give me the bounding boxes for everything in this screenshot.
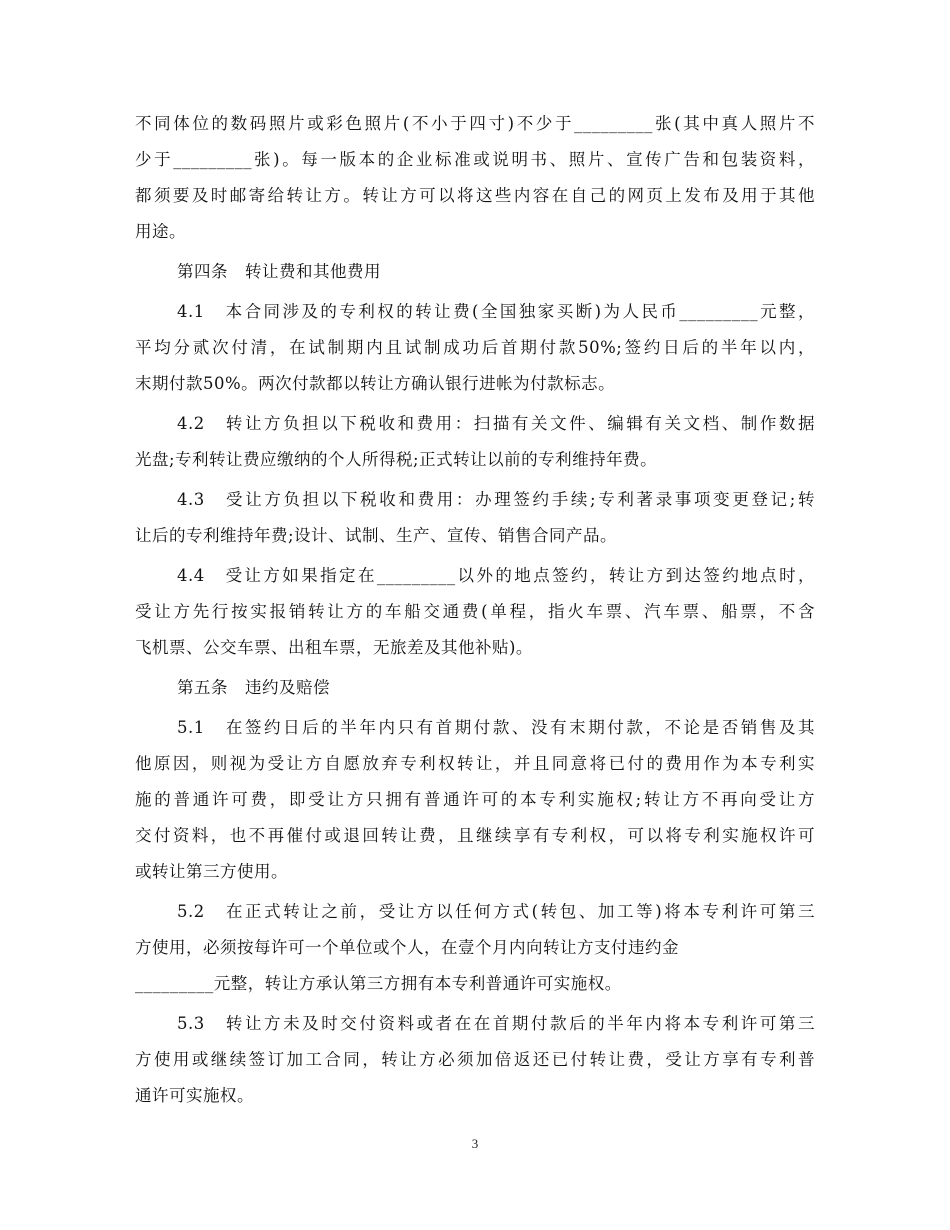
section-heading-article-5: 第五条 违约及赔偿: [177, 678, 330, 697]
clause-4-1: 4.1 本合同涉及的专利权的转让费(全国独家买断)为人民币_________元整，: [177, 302, 815, 321]
paragraph-line: 方使用，必须按每许可一个单位或个人，在壹个月内向转让方支付违约金: [135, 938, 679, 957]
clause-5-2: 5.2 在正式转让之前，受让方以任何方式(转包、加工等)将本专利许可第三: [177, 902, 815, 921]
paragraph-line: 受让方先行按实报销转让方的车船交通费(单程，指火车票、汽车票、船票，不含: [135, 602, 815, 621]
paragraph-line: _________元整，转让方承认第三方拥有本专利普通许可实施权。: [135, 974, 622, 993]
paragraph-line: 方使用或继续签订加工合同，转让方必须加倍返还已付转让费，受让方享有专利普: [135, 1050, 815, 1069]
paragraph-line: 用途。: [135, 222, 186, 241]
paragraph-line: 通许可实施权。: [135, 1086, 254, 1105]
paragraph-line: 他原因，则视为受让方自愿放弃专利权转让，并且同意将已付的费用作为本专利实: [135, 754, 815, 773]
page-number: 3: [471, 1136, 479, 1151]
clause-4-3: 4.3 受让方负担以下税收和费用：办理签约手续;专利著录事项变更登记;转: [177, 490, 815, 509]
paragraph-line: 施的普通许可费，即受让方只拥有普通许可的本专利实施权;转让方不再向受让方: [135, 790, 815, 809]
paragraph-line: 光盘;专利转让费应缴纳的个人所得税;正式转让以前的专利维持年费。: [135, 450, 658, 469]
paragraph-line: 不同体位的数码照片或彩色照片(不小于四寸)不少于_________张(其中真人照片不: [135, 114, 815, 133]
clause-4-4: 4.4 受让方如果指定在_________以外的地点签约，转让方到达签约地点时，: [177, 566, 815, 585]
paragraph-line: 飞机票、公交车票、出租车票，无旅差及其他补贴)。: [135, 638, 533, 657]
paragraph-line: 少于_________张)。每一版本的企业标准或说明书、照片、宣传广告和包装资料，: [135, 150, 815, 169]
paragraph-line: 都须要及时邮寄给转让方。转让方可以将这些内容在自己的网页上发布及用于其他: [135, 186, 815, 205]
paragraph-line: 末期付款50%。两次付款都以转让方确认银行进帐为付款标志。: [135, 374, 616, 393]
paragraph-line: 平均分贰次付清，在试制期内且试制成功后首期付款50%;签约日后的半年以内，: [135, 338, 815, 357]
clause-5-3: 5.3 转让方未及时交付资料或者在在首期付款后的半年内将本专利许可第三: [177, 1014, 815, 1033]
clause-4-2: 4.2 转让方负担以下税收和费用：扫描有关文件、编辑有关文档、制作数据: [177, 414, 815, 433]
section-heading-article-4: 第四条 转让费和其他费用: [177, 262, 381, 281]
clause-5-1: 5.1 在签约日后的半年内只有首期付款、没有末期付款，不论是否销售及其: [177, 718, 815, 737]
paragraph-line: 或转让第三方使用。: [135, 862, 288, 881]
paragraph-line: 交付资料，也不再催付或退回转让费，且继续享有专利权，可以将专利实施权许可: [135, 826, 815, 845]
paragraph-line: 让后的专利维持年费;设计、试制、生产、宣传、销售合同产品。: [135, 526, 618, 545]
